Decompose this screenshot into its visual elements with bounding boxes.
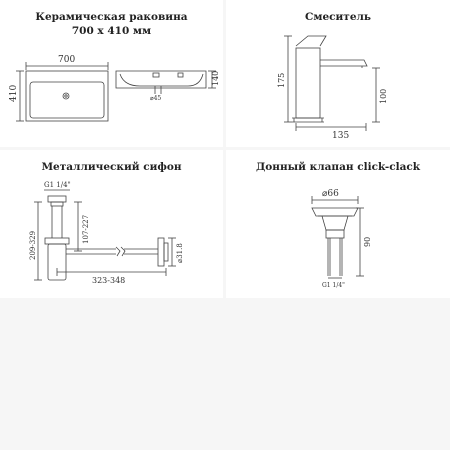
siphon-inner-label: 107-227 bbox=[82, 214, 90, 244]
faucet-drawing bbox=[226, 0, 450, 147]
sink-depth-label: 410 bbox=[9, 84, 19, 102]
siphon-height-label: 209-329 bbox=[29, 230, 37, 260]
faucet-total-height-label: 175 bbox=[277, 72, 286, 88]
siphon-length-label: 323-348 bbox=[92, 276, 126, 285]
sink-width-label: 700 bbox=[58, 55, 76, 65]
faucet-panel bbox=[226, 0, 450, 147]
faucet-reach-label: 135 bbox=[332, 131, 350, 141]
valve-diameter-label: ⌀66 bbox=[322, 189, 339, 199]
valve-cap bbox=[312, 208, 358, 216]
faucet-spout-height-label: 100 bbox=[379, 88, 388, 104]
faucet-spout bbox=[320, 60, 367, 66]
siphon-drawing bbox=[0, 150, 223, 298]
valve-body bbox=[322, 216, 348, 230]
faucet-body bbox=[296, 48, 320, 118]
siphon-panel bbox=[0, 150, 223, 298]
sink-bowl-outline bbox=[30, 82, 104, 118]
valve-thread-label: G1 1/4" bbox=[322, 282, 345, 289]
siphon-pipe-label: ⌀31.8 bbox=[176, 243, 184, 263]
valve-drawing bbox=[226, 150, 450, 298]
sink-drain-circle bbox=[63, 93, 69, 99]
faucet-handle bbox=[296, 36, 326, 46]
faucet-title: Смеситель bbox=[304, 11, 372, 23]
siphon-wall-flange bbox=[158, 238, 164, 266]
sink-drawing bbox=[0, 0, 223, 147]
sink-drain-label: ⌀45 bbox=[150, 95, 162, 102]
sink-subtitle: 700 х 410 мм bbox=[71, 25, 152, 37]
siphon-title: Металлический сифон bbox=[41, 161, 182, 173]
valve-height-label: 90 bbox=[363, 236, 372, 247]
valve-title: Донный клапан click-clack bbox=[255, 161, 421, 173]
sink-panel bbox=[0, 0, 223, 147]
siphon-nut bbox=[48, 196, 66, 202]
siphon-thread-label: G1 1/4" bbox=[44, 181, 71, 189]
valve-panel bbox=[226, 150, 450, 298]
sink-title: Керамическая раковина bbox=[35, 11, 188, 23]
sink-height-label: 140 bbox=[211, 70, 220, 86]
